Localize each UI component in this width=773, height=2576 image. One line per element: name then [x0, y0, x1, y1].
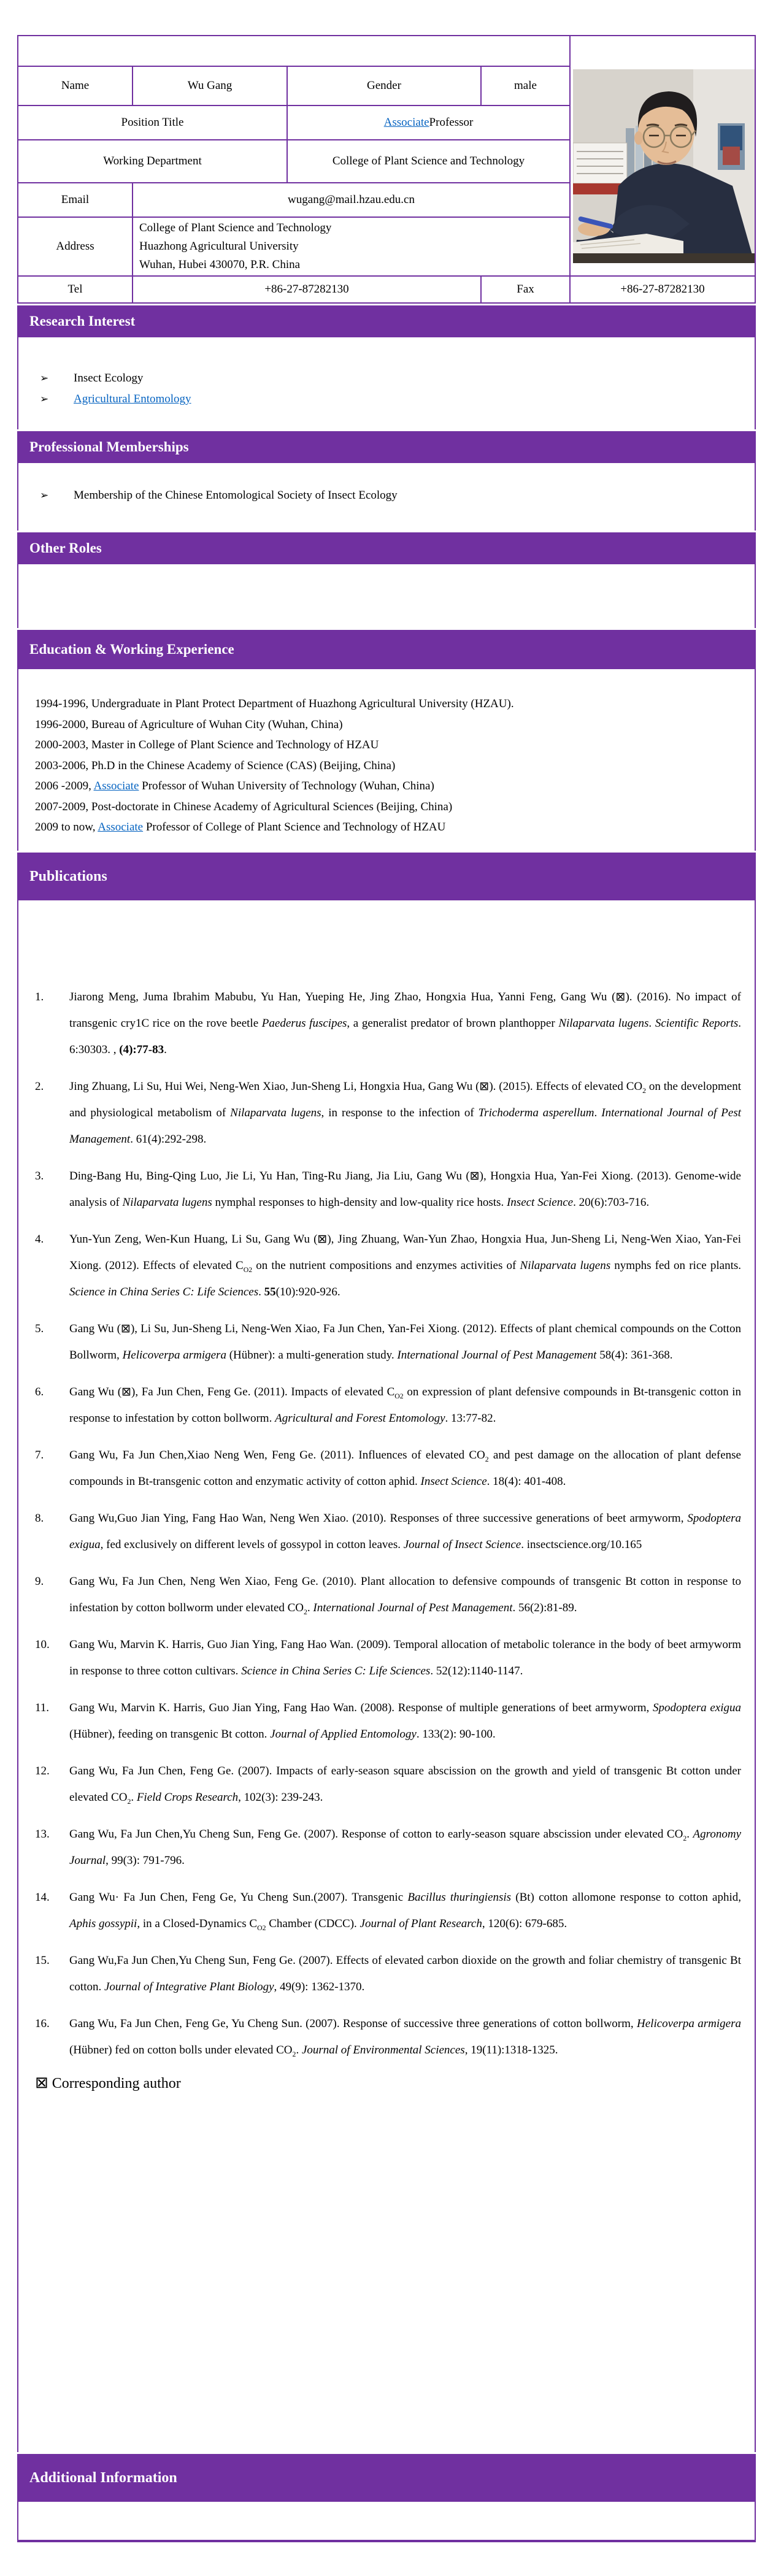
- publication-number: 7.: [35, 1449, 44, 1462]
- text-segment: nymphal responses to high-density and low-quality rice hosts.: [212, 1196, 507, 1209]
- mail-icon: ⊠: [615, 990, 626, 1003]
- position-rest: Professor: [429, 116, 474, 129]
- text-segment: International Journal of Pest Management: [69, 1106, 742, 1146]
- section-title: Education & Working Experience: [29, 642, 234, 657]
- publication-item: [35, 1884, 741, 1937]
- address-line: College of Plant Science and Technology: [139, 221, 332, 234]
- text-segment: .: [307, 1601, 313, 1614]
- text-segment: , 120(6): 679-685.: [482, 1917, 567, 1930]
- mail-icon: ⊠: [121, 1322, 131, 1335]
- publication-number: 15.: [35, 1954, 50, 1967]
- text-segment: . 18(4): 401-408.: [486, 1475, 566, 1488]
- text-segment: Yun-Yun Zeng, Wen-Kun Huang, Li Su, Gang Wu (: [69, 1233, 318, 1246]
- education-line: [35, 776, 742, 797]
- text-segment: (10):920-926.: [275, 1286, 340, 1298]
- text-segment: , in response to the infection of: [321, 1106, 479, 1119]
- publication-item: [35, 1821, 741, 1874]
- education-line: [35, 735, 742, 756]
- section-title: Professional Memberships: [29, 439, 189, 454]
- section-title: Additional Information: [29, 2469, 177, 2486]
- text-segment: Journal of Insect Science: [403, 1538, 521, 1551]
- section-header-publications: [17, 853, 756, 900]
- text-segment: Field Crops Research: [136, 1791, 239, 1804]
- text-segment: 2: [127, 1797, 131, 1806]
- text-segment: Agronomy Journal: [69, 1828, 741, 1867]
- text-segment: (Hübner), feeding on transgenic Bt cotton.: [69, 1728, 271, 1741]
- publication-number: 4.: [35, 1233, 44, 1246]
- text-segment: Journal of Applied Entomology: [270, 1728, 417, 1741]
- publication-text: [69, 1316, 741, 1368]
- other-roles-content: [17, 564, 756, 628]
- arrow-bullet-icon: ➢: [40, 372, 49, 385]
- text-segment: Gang Wu,Fa Jun Chen,Yu Cheng Sun, Feng Ge. (2007). Effects of elevated carbon dioxide on the growth and foliar chemistry of transgenic Bt cotton.: [69, 1954, 741, 1993]
- text-segment: Agricultural and Forest Entomology: [275, 1412, 445, 1425]
- address-lines: [139, 219, 331, 274]
- text-segment: Scientific Reports: [655, 1017, 739, 1030]
- associate-link[interactable]: Associate: [93, 780, 139, 792]
- publication-item: [35, 1316, 741, 1368]
- publication-item: [35, 1505, 741, 1558]
- text-segment: . 61(4):292-298.: [130, 1133, 207, 1146]
- education-line: [35, 797, 742, 818]
- publication-item: [35, 2011, 741, 2063]
- publication-item: [35, 984, 741, 1063]
- section-title: Personal Information: [29, 43, 160, 58]
- publications-list: [35, 984, 741, 2063]
- text-segment: , 19(11):1318-1325.: [464, 2044, 558, 2057]
- text-segment: Spodoptera exigua: [69, 1512, 741, 1551]
- publication-number: 9.: [35, 1575, 44, 1588]
- text-segment: . 56(2):81-89.: [512, 1601, 577, 1614]
- publication-text: [69, 1695, 741, 1747]
- publication-text: [69, 2011, 741, 2063]
- arrow-bullet-icon: ➢: [40, 393, 49, 405]
- arrow-bullet-icon: ➢: [40, 489, 49, 502]
- address-value: [133, 218, 569, 275]
- text-segment: ). (2016). No impact of transgenic cry1C rice on the rove beetle: [69, 991, 741, 1030]
- text-segment: Gang Wu, Fa Jun Chen,Xiao Neng Wen, Feng Ge. (2011). Influences of elevated CO: [69, 1449, 485, 1462]
- education-line: [35, 694, 742, 715]
- text-segment: , 49(9): 1362-1370.: [274, 1980, 365, 1993]
- publication-item: [35, 1226, 741, 1305]
- text-segment: Gang Wu, Fa Jun Chen, Neng Wen Xiao, Feng Ge. (2010). Plant allocation to defensive compounds of transgenic Bt cotton in response to infestation by cotton bollworm under elevated CO: [69, 1575, 741, 1614]
- text-segment: . 133(2): 90-100.: [416, 1728, 496, 1741]
- email-value: wugang@mail.hzau.edu.cn: [133, 183, 569, 217]
- section-header-additional-information: [17, 2454, 756, 2502]
- text-segment: , 102(3): 239-243.: [238, 1791, 323, 1804]
- photo-cell: [571, 36, 755, 275]
- publication-number: 5.: [35, 1322, 44, 1335]
- text-segment: .: [648, 1017, 655, 1030]
- publication-text: [69, 1505, 741, 1558]
- text-segment: Bacillus thuringiensis: [407, 1891, 512, 1904]
- mail-icon: ⊠: [121, 1385, 132, 1398]
- memberships-list: [18, 485, 755, 506]
- text-segment: Spodoptera exigua: [653, 1701, 741, 1714]
- additional-information-content: [17, 2502, 756, 2542]
- section-title: Research Interest: [29, 313, 136, 329]
- text-segment: .: [131, 1791, 137, 1804]
- corresponding-author-note: [35, 2074, 741, 2092]
- email-label: Email: [18, 183, 132, 217]
- text-segment: ), Hongxia Hua, Yan-Fei Xiong. (2013). Genome-wide analysis of: [69, 1170, 741, 1209]
- education-list: [18, 669, 755, 838]
- section-header-other-roles: [17, 532, 756, 564]
- text-segment: O2: [257, 1923, 266, 1932]
- text-segment: 1996-2000, Bureau of Agriculture of Wuhan City (Wuhan, China): [35, 718, 343, 731]
- section-header-research-interest: [17, 305, 756, 337]
- section-title: Publications: [29, 868, 107, 884]
- publication-item: [35, 1695, 741, 1747]
- text-segment: Nilaparvata lugens: [122, 1196, 212, 1209]
- name-value: Wu Gang: [133, 67, 287, 105]
- publication-text: [69, 1073, 741, 1152]
- publication-item: [35, 1073, 741, 1152]
- publication-text: [69, 1163, 741, 1216]
- mail-icon: ⊠: [35, 2074, 48, 2092]
- publication-item: [35, 1568, 741, 1621]
- text-segment: Gang Wu, Fa Jun Chen,Yu Cheng Sun, Feng Ge. (2007). Response of cotton to early-season square abscission under elevated CO: [69, 1828, 683, 1841]
- education-line: [35, 756, 742, 776]
- publication-number: 12.: [35, 1765, 50, 1777]
- text-segment: . 6:30303. ,: [69, 1017, 741, 1056]
- research-interest-item: Insect Ecology: [74, 372, 144, 385]
- text-segment: Trichoderma asperellum: [478, 1106, 594, 1119]
- publication-text: [69, 1631, 741, 1684]
- name-label: Name: [18, 67, 132, 105]
- agricultural-entomology-link[interactable]: Agricultural Entomology: [74, 393, 191, 405]
- profile-photo: [573, 69, 755, 263]
- gender-value: male: [482, 67, 569, 105]
- publication-number: 2.: [35, 1080, 44, 1093]
- profile-page: [17, 35, 756, 2542]
- text-segment: Ding-Bang Hu, Bing-Qing Luo, Jie Li, Yu Han, Ting-Ru Jiang, Jia Liu, Gang Wu (: [69, 1170, 470, 1183]
- section-title: Other Roles: [29, 540, 102, 556]
- text-segment: .: [164, 1043, 167, 1056]
- fax-label: Fax: [482, 277, 569, 302]
- text-segment: .: [258, 1286, 264, 1298]
- tel-value: +86-27-87282130: [133, 277, 480, 302]
- text-segment: Paederus fuscipes: [261, 1017, 347, 1030]
- publication-item: [35, 1947, 741, 2000]
- publication-item: [35, 1758, 741, 1811]
- publication-number: 6.: [35, 1386, 44, 1398]
- text-segment: Journal of Environmental Sciences: [301, 2044, 465, 2057]
- text-segment: Insect Science: [420, 1475, 487, 1488]
- text-segment: International Journal of Pest Management: [397, 1349, 597, 1362]
- text-segment: Gang Wu, Fa Jun Chen, Feng Ge. (2007). Impacts of early-season square abscission on the growth and yield of transgenic Bt cotton under elevated CO: [69, 1765, 741, 1804]
- publication-item: [35, 1163, 741, 1216]
- text-segment: (Hübner): a multi-generation study.: [226, 1349, 398, 1362]
- publication-text: [69, 1379, 741, 1432]
- section-header-education: [17, 630, 756, 669]
- text-segment: ), Fa Jun Chen, Feng Ge. (2011). Impacts of elevated C: [131, 1386, 395, 1398]
- text-segment: Gang Wu, Marvin K. Harris, Guo Jian Ying, Fang Hao Wan. (2009). Temporal allocation of metabolic tolerance in the body of beet armyworm in response to three cotton cultivars.: [69, 1638, 741, 1677]
- publication-text: [69, 1947, 741, 2000]
- publication-text: [69, 1821, 741, 1874]
- text-segment: and pest damage on the allocation of plant defense compounds in Bt-transgenic cotton and enzymatic activity of cotton aphid.: [69, 1449, 741, 1488]
- research-interest-content: [17, 337, 756, 429]
- publication-number: 8.: [35, 1512, 44, 1525]
- text-segment: Professor of College of Plant Science and Technology of HZAU: [143, 821, 446, 834]
- text-segment: O2: [243, 1265, 253, 1274]
- text-segment: (Hübner) fed on cotton bolls under elevated CO: [69, 2044, 293, 2057]
- gender-label: Gender: [288, 67, 480, 105]
- text-segment: Gang Wu,Guo Jian Ying, Fang Hao Wan, Neng Wen Xiao. (2010). Responses of three successive generations of beet armyworm,: [69, 1512, 688, 1525]
- text-segment: .: [594, 1106, 602, 1119]
- text-segment: Gang Wu (: [69, 1386, 122, 1398]
- text-segment: International Journal of Pest Management: [313, 1601, 513, 1614]
- text-segment: Gang Wu (: [69, 1322, 121, 1335]
- text-segment: Science in China Series C: Life Sciences: [69, 1286, 259, 1298]
- publications-content: [17, 900, 756, 2452]
- text-segment: . insectscience.org/10.165: [521, 1538, 642, 1551]
- associate-link[interactable]: Associate: [98, 821, 144, 834]
- corresponding-author-text: Corresponding author: [48, 2076, 181, 2091]
- text-segment: 2: [292, 2050, 296, 2058]
- text-segment: 2003-2006, Ph.D in the Chinese Academy of Science (CAS) (Beijing, China): [35, 759, 396, 772]
- text-segment: Chamber (CDCC).: [266, 1917, 360, 1930]
- text-segment: ), Jing Zhuang, Wan-Yun Zhao, Hongxia Hua, Jun-Sheng Li, Neng-Wen Xiao, Yan-Fei Xiong. (2012). Effects of elevated C: [69, 1233, 741, 1272]
- publication-text: [69, 1568, 741, 1621]
- publication-number: 1.: [35, 991, 44, 1003]
- text-segment: , 99(3): 791-796.: [106, 1854, 185, 1867]
- text-segment: . 13:77-82.: [445, 1412, 496, 1425]
- text-segment: Helicoverpa armigera: [122, 1349, 226, 1362]
- text-segment: Nilaparvata lugens: [520, 1259, 611, 1272]
- address-line: Wuhan, Hubei 430070, P.R. China: [139, 258, 301, 271]
- department-label: Working Department: [18, 140, 287, 182]
- section-header-professional-memberships: [17, 431, 756, 463]
- text-segment: Nilaparvata lugens: [558, 1017, 649, 1030]
- list-item: [40, 368, 755, 389]
- text-segment: Journal of Integrative Plant Biology: [104, 1980, 274, 1993]
- text-segment: Gang Wu, Fa Jun Chen, Feng Ge, Yu Cheng Sun. (2007). Response of successive three generations of cotton bollworm,: [69, 2017, 637, 2030]
- text-segment: Journal of Plant Research: [360, 1917, 482, 1930]
- text-segment: (Bt) cotton allomone response to cotton aphid,: [511, 1891, 742, 1904]
- text-segment: 2: [485, 1455, 489, 1463]
- text-segment: 2: [642, 1086, 647, 1095]
- text-segment: Gang Wu· Fa Jun Chen, Feng Ge, Yu Cheng Sun.(2007). Transgenic: [69, 1891, 408, 1904]
- publication-text: [69, 1442, 741, 1495]
- section-header-personal-information: [18, 36, 569, 66]
- publication-text: [69, 1884, 741, 1937]
- education-line: [35, 817, 742, 838]
- text-segment: , in a Closed-Dynamics C: [137, 1917, 258, 1930]
- personal-info-table: [17, 35, 756, 304]
- text-segment: Jing Zhuang, Li Su, Hui Wei, Neng-Wen Xiao, Jun-Sheng Li, Hongxia Hua, Gang Wu (: [69, 1080, 480, 1093]
- text-segment: Jiarong Meng, Juma Ibrahim Mabubu, Yu Han, Yueping He, Jing Zhao, Hongxia Hua, Yanni Feng, Gang Wu (: [69, 991, 616, 1003]
- text-segment: (4):77-83: [119, 1043, 164, 1056]
- mail-icon: ⊠: [469, 1169, 480, 1183]
- research-interest-list: [18, 368, 755, 410]
- position-title-label: Position Title: [18, 106, 287, 139]
- text-segment: Insect Science: [506, 1196, 574, 1209]
- text-segment: Helicoverpa armigera: [637, 2017, 741, 2030]
- text-segment: 58(4): 361-368.: [596, 1349, 673, 1362]
- text-segment: 1994-1996, Undergraduate in Plant Protect Department of Huazhong Agricultural University (HZAU).: [35, 697, 514, 710]
- text-segment: on the nutrient compositions and enzymes activities of: [252, 1259, 520, 1272]
- text-segment: 2009 to now,: [35, 821, 98, 834]
- text-segment: . 20(6):703-716.: [573, 1196, 650, 1209]
- text-segment: 2006 -2009,: [35, 780, 94, 792]
- text-segment: 55: [264, 1286, 276, 1298]
- text-segment: 2007-2009, Post-doctorate in Chinese Academy of Agricultural Sciences (Beijing, China): [35, 800, 453, 813]
- list-item: [40, 389, 755, 410]
- text-segment: ), Li Su, Jun-Sheng Li, Neng-Wen Xiao, Fa Jun Chen, Yan-Fei Xiong. (2012). Effects of plant chemical compounds on the Cotton Bollworm,: [69, 1322, 742, 1362]
- education-line: [35, 715, 742, 735]
- tel-label: Tel: [18, 277, 132, 302]
- text-segment: , fed exclusively on different levels of gossypol in cotton leaves.: [100, 1538, 404, 1551]
- text-segment: 2000-2003, Master in College of Plant Science and Technology of HZAU: [35, 738, 379, 751]
- text-segment: Gang Wu, Marvin K. Harris, Guo Jian Ying, Fang Hao Wan. (2008). Response of multiple generations of beet armyworm,: [69, 1701, 653, 1714]
- text-segment: .: [686, 1828, 693, 1841]
- publication-number: 13.: [35, 1828, 50, 1841]
- professional-memberships-content: [17, 463, 756, 531]
- education-content: [17, 669, 756, 851]
- mail-icon: ⊠: [317, 1232, 328, 1246]
- department-value: College of Plant Science and Technology: [288, 140, 569, 182]
- text-segment: O2: [394, 1392, 404, 1400]
- publication-number: 14.: [35, 1891, 50, 1904]
- publication-number: 3.: [35, 1170, 44, 1183]
- membership-item: Membership of the Chinese Entomological Society of Insect Ecology: [74, 489, 398, 502]
- publication-text: [69, 1758, 741, 1811]
- text-segment: , a generalist predator of brown planthopper: [347, 1017, 559, 1030]
- publication-item: [35, 1442, 741, 1495]
- text-segment: . 52(12):1140-1147.: [430, 1665, 523, 1677]
- text-segment: Science in China Series C: Life Sciences: [241, 1665, 431, 1677]
- mail-icon: ⊠: [479, 1079, 490, 1093]
- text-segment: Aphis gossypii: [69, 1917, 137, 1930]
- text-segment: ). (2015). Effects of elevated CO: [489, 1080, 643, 1093]
- publication-number: 16.: [35, 2017, 50, 2030]
- text-segment: on expression of plant defensive compounds in Bt-transgenic cotton in response to infestation by cotton bollworm.: [69, 1386, 741, 1425]
- text-segment: 2: [304, 1608, 307, 1616]
- publication-number: 10.: [35, 1638, 50, 1651]
- address-label: Address: [18, 218, 132, 275]
- text-segment: nymphs fed on rice plants.: [610, 1259, 741, 1272]
- text-segment: 2: [683, 1834, 687, 1842]
- address-line: Huazhong Agricultural University: [139, 240, 299, 253]
- text-segment: on the development and physiological metabolism of: [69, 1080, 741, 1119]
- list-item: [40, 485, 755, 506]
- text-segment: .: [296, 2044, 302, 2057]
- publication-item: [35, 1379, 741, 1432]
- publication-text: [69, 984, 741, 1063]
- position-title-value: [288, 106, 569, 139]
- text-segment: Nilaparvata lugens: [230, 1106, 321, 1119]
- text-segment: Professor of Wuhan University of Technology (Wuhan, China): [139, 780, 434, 792]
- fax-value: +86-27-87282130: [571, 277, 755, 302]
- publication-number: 11.: [35, 1701, 50, 1714]
- associate-link[interactable]: Associate: [383, 116, 429, 129]
- publication-item: [35, 1631, 741, 1684]
- publication-text: [69, 1226, 741, 1305]
